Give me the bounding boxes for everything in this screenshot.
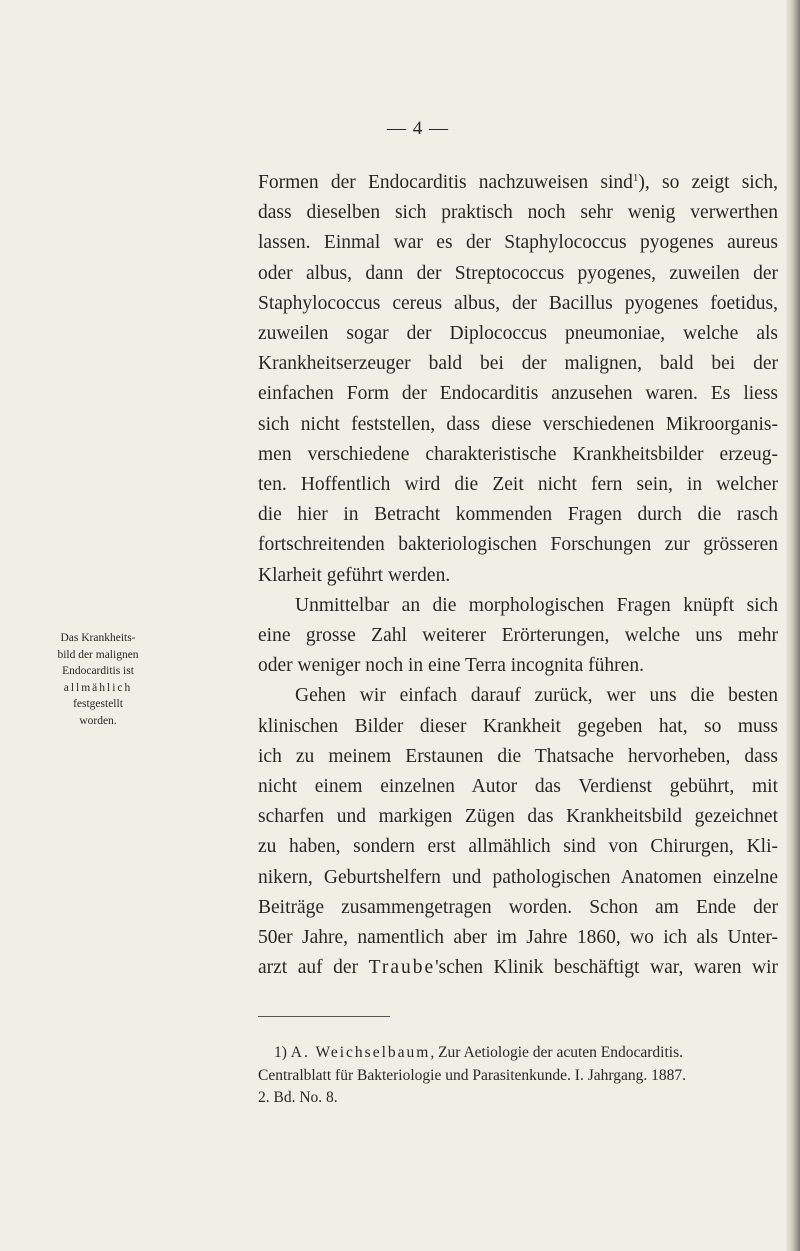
footnote-line: 2. Bd. No. 8.: [258, 1089, 338, 1107]
footnote-author: A. Weichselbaum: [290, 1044, 431, 1061]
margin-note-line: worden.: [79, 714, 117, 727]
footnote-line: [258, 1042, 778, 1065]
text-line: scharfen und markigen Zügen das Krankheitsbild gezeichnet: [258, 806, 778, 828]
body-text: [258, 168, 778, 983]
text-line: klinischen Bilder dieser Krankheit gegeben hat, so muss: [258, 715, 778, 737]
text-line: 50er Jahre, namentlich aber im Jahre 1860, wo ich als Unter-: [258, 927, 778, 949]
text-fragment: 'schen Klinik beschäftigt war, waren wir: [435, 957, 778, 979]
text-line: [258, 168, 778, 198]
footnote: [258, 1042, 778, 1110]
text-line: ten. Hoffentlich wird die Zeit nicht fern sein, in welcher: [258, 474, 778, 496]
footnote-number: 1): [274, 1044, 287, 1061]
text-fragment: arzt auf der: [258, 957, 369, 979]
margin-note: [40, 630, 156, 730]
margin-note-line: Endocarditis ist: [62, 665, 134, 678]
text-fragment: , Zur Aetiologie der acuten Endocarditis.: [430, 1044, 683, 1061]
margin-note-line: festgestellt: [73, 698, 123, 711]
text-line: men verschiedene charakteristische Krankheitsbilder erzeug-: [258, 443, 778, 465]
text-line: fortschreitenden bakteriologischen Forschungen zur grösseren: [258, 534, 778, 556]
text-line: Staphylococcus cereus albus, der Bacillus pyogenes foetidus,: [258, 292, 778, 314]
page-number: — 4 —: [387, 118, 449, 139]
text-line: oder albus, dann der Streptococcus pyogenes, zuweilen der: [258, 262, 778, 284]
text-line: oder weniger noch in eine Terra incognita führen.: [258, 655, 644, 677]
text-line: zu haben, sondern erst allmählich sind von Chirurgen, Kli-: [258, 836, 778, 858]
text-line: ich zu meinem Erstaunen die Thatsache hervorheben, dass: [258, 745, 778, 767]
text-line: eine grosse Zahl weiterer Erörterungen, welche uns mehr: [258, 625, 778, 647]
text-line: einfachen Form der Endocarditis anzusehen waren. Es liess: [258, 383, 778, 405]
text-line: Beiträge zusammengetragen worden. Schon am Ende der: [258, 896, 778, 918]
text-line: [258, 953, 778, 983]
person-name: Traube: [368, 957, 436, 979]
text-fragment: Formen der Endocarditis nachzuweisen sind: [258, 172, 633, 193]
text-line: zuweilen sogar der Diplococcus pneumoniae, welche als: [258, 323, 778, 345]
text-line: nikern, Geburtshelfern und pathologischen Anatomen einzelne: [258, 866, 778, 888]
margin-note-line: Das Krankheits-: [60, 632, 136, 644]
margin-note-line: bild der malignen: [57, 648, 139, 661]
text-line: Klarheit geführt werden.: [258, 564, 451, 586]
footnote-marker: 1: [632, 172, 639, 184]
text-line: sich nicht feststellen, dass diese verschiedenen Mikroorganis-: [258, 413, 778, 435]
margin-note-line: allmählich: [63, 681, 133, 694]
paragraph-start-line: Unmittelbar an die morphologischen Fragen knüpft sich: [295, 594, 778, 616]
text-line: lassen. Einmal war es der Staphylococcus pyogenes aureus: [258, 232, 778, 254]
text-line: nicht einem einzelnen Autor das Verdienst gebührt, mit: [258, 776, 778, 798]
footnote-line: Centralblatt für Bakteriologie und Parasitenkunde. I. Jahrgang. 1887.: [258, 1066, 687, 1084]
paragraph-start-line: Gehen wir einfach darauf zurück, wer uns die besten: [295, 685, 778, 707]
text-line: dass dieselben sich praktisch noch sehr wenig verwerthen: [258, 202, 778, 224]
text-line: die hier in Betracht kommenden Fragen durch die rasch: [258, 504, 778, 526]
text-fragment: ), so zeigt sich,: [638, 172, 779, 193]
footnote-divider: [258, 1016, 390, 1017]
text-line: Krankheitserzeuger bald bei der malignen, bald bei der: [258, 353, 778, 375]
page-edge-shadow: [786, 0, 800, 1251]
